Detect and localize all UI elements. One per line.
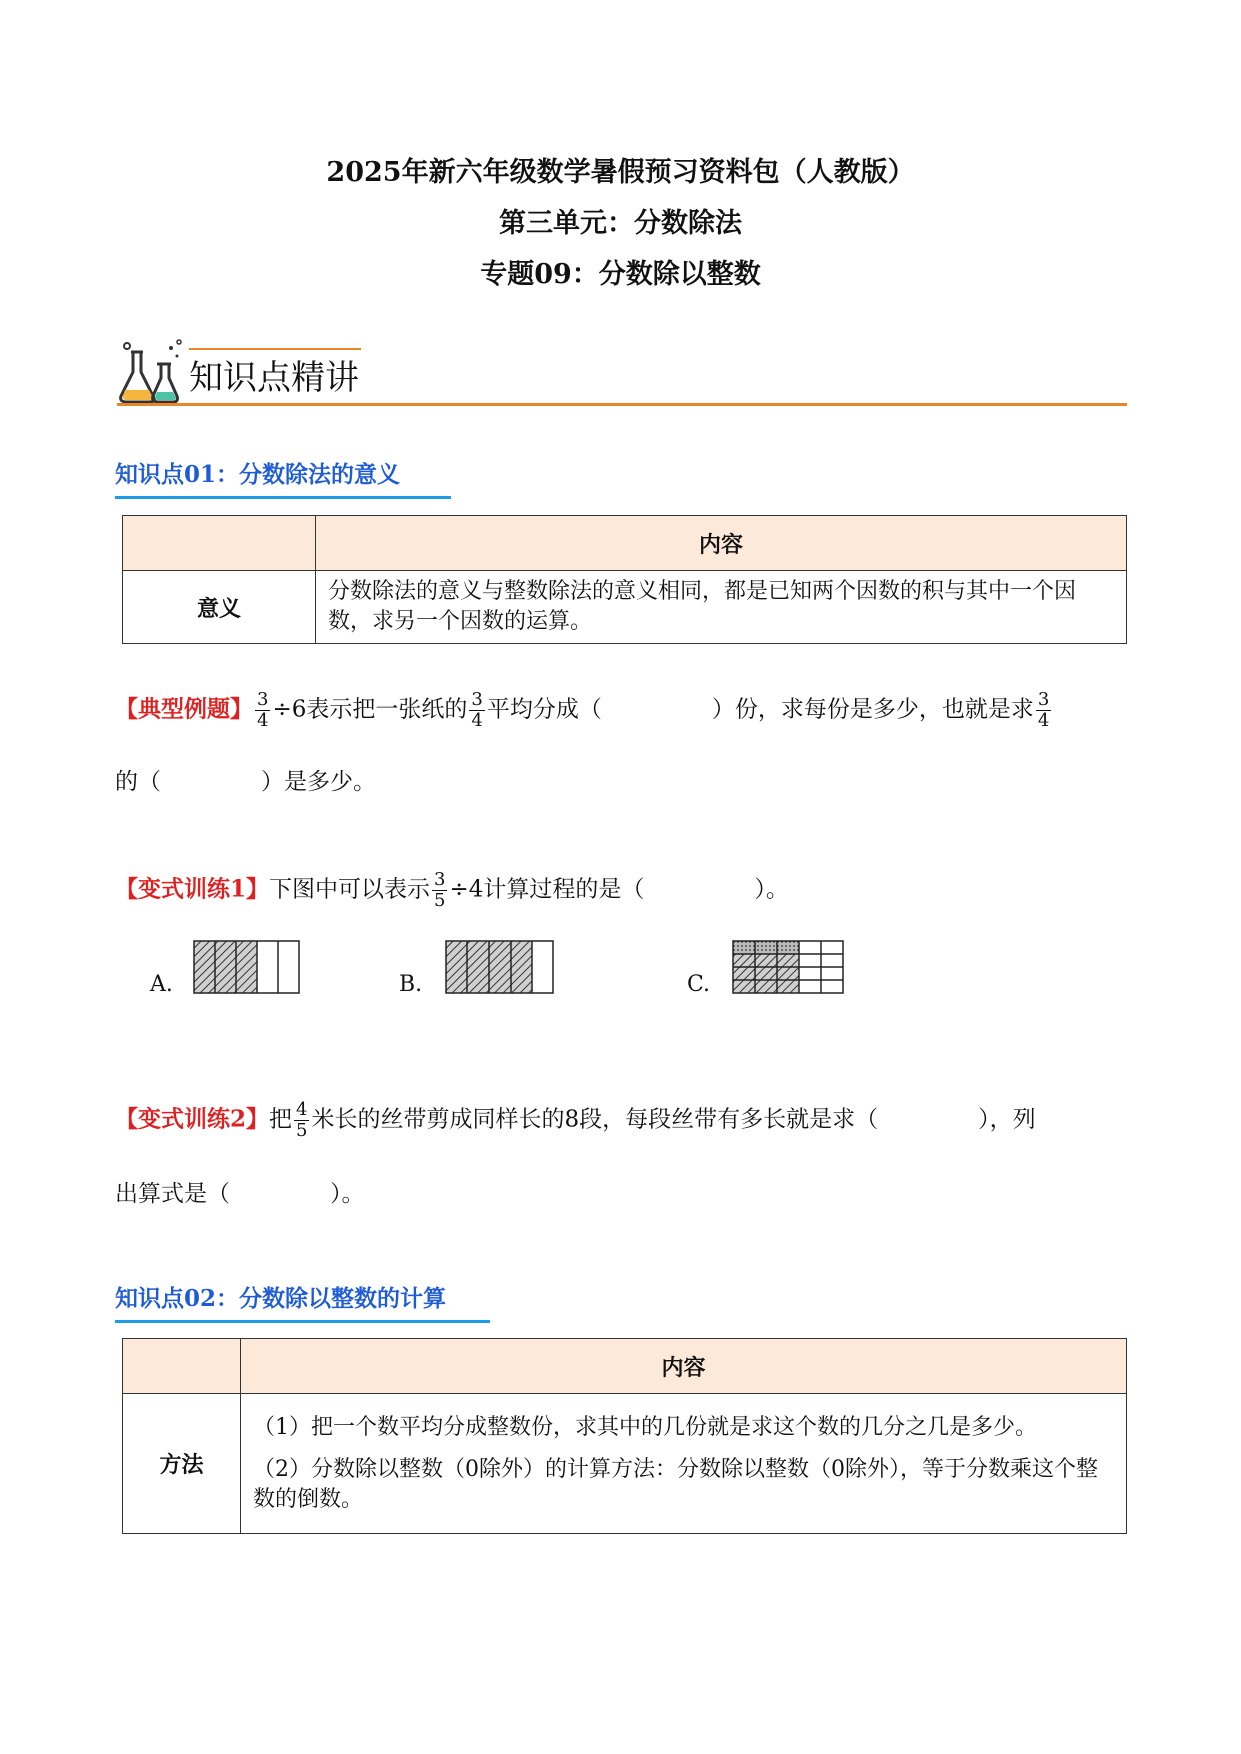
practice2-text-3: ），列 bbox=[978, 1106, 1036, 1133]
kp2-method-item-2: （2）分数除以整数（0除外）的计算方法：分数除以整数（0除外），等于分数乘这个整数的倒数。 bbox=[253, 1456, 1098, 1512]
example-text-3: ）份，求每份是多少，也就是求 bbox=[711, 696, 1034, 723]
practice2-line-2 bbox=[115, 1175, 365, 1208]
fraction-numerator: 4 bbox=[296, 1099, 308, 1120]
option-a-figure[interactable] bbox=[193, 940, 301, 995]
option-a-label: A. bbox=[150, 972, 173, 997]
example-text-5: ）是多少。 bbox=[261, 769, 376, 795]
fraction-numerator: 3 bbox=[434, 869, 446, 890]
kp1-table-col-header: 内容 bbox=[316, 516, 1127, 571]
practice1-text-2: ÷4计算过程的是（ bbox=[449, 876, 645, 903]
fraction-denominator: 4 bbox=[1037, 710, 1050, 731]
practice2-text-1: 把 bbox=[269, 1106, 293, 1133]
example-line-2 bbox=[115, 763, 376, 796]
option-b-label: B. bbox=[399, 972, 423, 997]
practice2-text-5: ）。 bbox=[330, 1181, 365, 1207]
practice1-fraction bbox=[432, 870, 447, 911]
example-text-4: 的（ bbox=[115, 769, 161, 795]
example-fraction bbox=[1036, 690, 1051, 731]
example-fraction bbox=[469, 690, 484, 731]
chemistry-flasks-icon bbox=[117, 338, 187, 404]
kp2-heading-underline bbox=[115, 1320, 490, 1323]
kp1-table bbox=[122, 515, 1127, 644]
fraction-denominator: 4 bbox=[471, 710, 483, 731]
practice2-fraction bbox=[294, 1100, 309, 1141]
fraction-denominator: 5 bbox=[434, 890, 446, 911]
option-c-label: C. bbox=[687, 972, 711, 997]
knowledge-banner bbox=[117, 338, 1127, 408]
fraction-denominator: 4 bbox=[257, 710, 269, 731]
topic-title: 专题09：分数除以整数 bbox=[480, 259, 761, 290]
fraction-numerator: 3 bbox=[257, 689, 269, 710]
banner-label: 知识点精讲 bbox=[189, 358, 359, 398]
option-b-figure[interactable] bbox=[445, 940, 555, 995]
kp2-table-content bbox=[241, 1394, 1127, 1534]
kp2-heading-text: 知识点02：分数除以整数的计算 bbox=[115, 1285, 447, 1312]
kp2-table-corner bbox=[123, 1339, 241, 1394]
option-c-figure[interactable] bbox=[732, 940, 844, 995]
practice1-text-3: ）。 bbox=[754, 876, 789, 903]
practice1-tag: 【变式训练1】 bbox=[115, 875, 270, 903]
document-title: 2025年新六年级数学暑假预习资料包（人教版） bbox=[326, 157, 915, 188]
kp2-heading bbox=[115, 1280, 446, 1313]
kp1-heading bbox=[115, 456, 400, 489]
kp1-heading-text: 知识点01：分数除法的意义 bbox=[115, 461, 401, 488]
kp2-method-item-1: （1）把一个数平均分成整数份，求其中的几份就是求这个数的几分之几是多少。 bbox=[253, 1414, 1037, 1440]
fraction-numerator: 3 bbox=[471, 689, 483, 710]
practice1-line bbox=[115, 870, 789, 911]
practice2-tag: 【变式训练2】 bbox=[115, 1105, 270, 1133]
fraction-numerator: 3 bbox=[1037, 689, 1050, 710]
example-tag: 【典型例题】 bbox=[115, 695, 253, 723]
practice2-line-1 bbox=[115, 1100, 1036, 1141]
kp1-table-content: 分数除法的意义与整数除法的意义相同，都是已知两个因数的积与其中一个因数，求另一个因数的运算。 bbox=[316, 571, 1127, 644]
unit-title: 第三单元：分数除法 bbox=[499, 208, 742, 239]
kp2-table bbox=[122, 1338, 1127, 1534]
practice2-text-4: 出算式是（ bbox=[115, 1181, 230, 1207]
kp2-table-col-header: 内容 bbox=[241, 1339, 1127, 1394]
fraction-denominator: 5 bbox=[296, 1120, 308, 1141]
kp1-table-row-label: 意义 bbox=[123, 571, 316, 644]
practice2-text-2: 米长的丝带剪成同样长的8段，每段丝带有多长就是求（ bbox=[311, 1106, 879, 1133]
kp1-table-corner bbox=[123, 516, 316, 571]
kp2-table-row-label: 方法 bbox=[123, 1394, 241, 1534]
practice1-text-1: 下图中可以表示 bbox=[269, 876, 431, 903]
example-text-1: ÷6表示把一张纸的 bbox=[272, 696, 468, 723]
example-fraction bbox=[255, 690, 270, 731]
example-text-2: 平均分成（ bbox=[486, 696, 602, 723]
banner-divider bbox=[117, 403, 1127, 406]
kp1-heading-underline bbox=[115, 496, 451, 499]
example-line-1 bbox=[115, 690, 1053, 731]
